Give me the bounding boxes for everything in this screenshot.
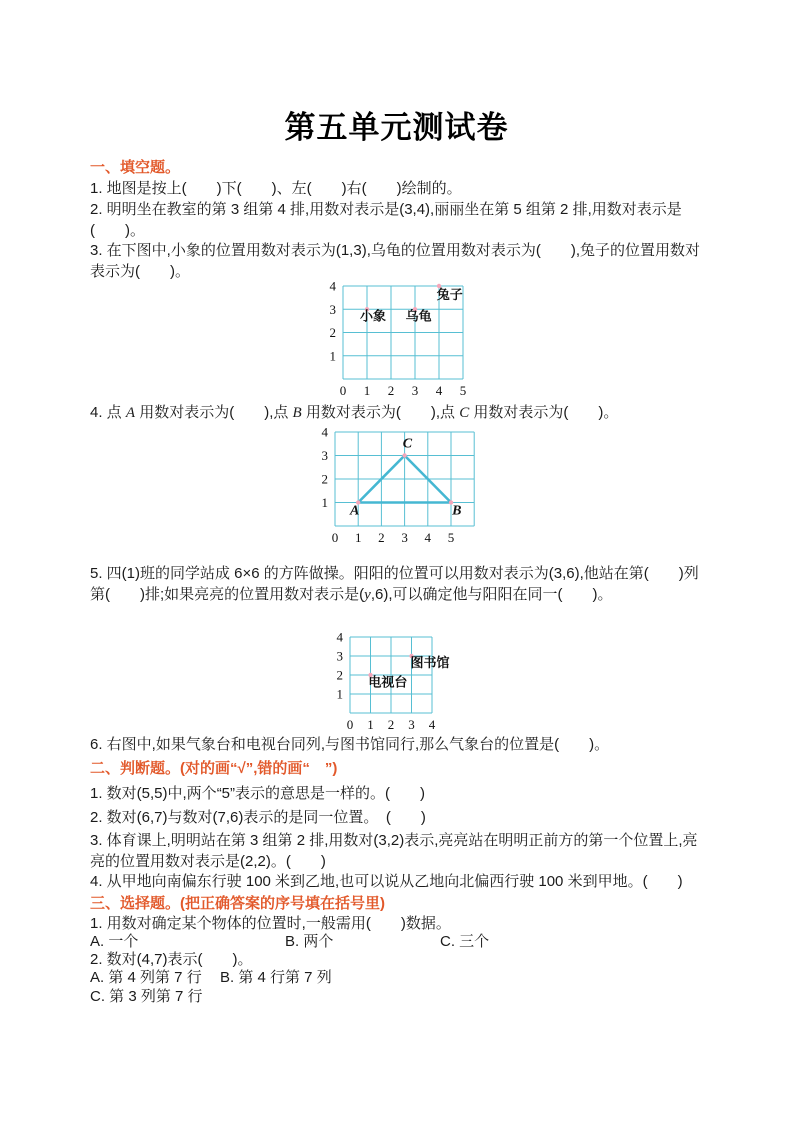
option-c: C. 三个: [440, 933, 490, 950]
judge-q3: 3. 体育课上,明明站在第 3 组第 2 排,用数对(3,2)表示,亮亮站在明明正前方的第一个位置上,亮亮的位置用数对表示是(2,2)。( ): [90, 832, 698, 870]
q4-text: 用数对表示为( ),点: [135, 404, 293, 421]
svg-text:B: B: [452, 503, 462, 519]
svg-text:4: 4: [336, 631, 343, 645]
animals-grid-svg: [323, 280, 481, 401]
svg-text:3: 3: [336, 648, 343, 664]
svg-text:3: 3: [411, 383, 419, 398]
svg-text:1: 1: [367, 717, 374, 732]
svg-text:0: 0: [331, 530, 339, 545]
svg-text:3: 3: [408, 717, 415, 732]
point-b-label: B: [292, 405, 302, 421]
svg-text:3: 3: [401, 530, 408, 545]
svg-text:0: 0: [346, 717, 354, 732]
q4-text: 用数对表示为( )。: [469, 404, 619, 421]
svg-text:2: 2: [387, 383, 395, 398]
q4-text: 用数对表示为( ),点: [301, 404, 460, 421]
fill-in-q4: [90, 402, 708, 424]
svg-text:1: 1: [321, 495, 328, 510]
judge-q1: 1. 数对(5,5)中,两个“5”表示的意思是一样的。( ): [90, 785, 426, 802]
q5-text: 5. 四(1)班的同学站成 6×6 的方阵做操。阳阳的位置可以用数对表示为(3,6),他站在第( )列第( )排;如果亮亮的位置用数对表示是(: [90, 565, 699, 603]
svg-text:2: 2: [387, 717, 395, 732]
svg-text:4: 4: [435, 383, 443, 398]
judge-section-header: 二、判断题。(对的画“√”,错的画“ ”): [90, 760, 338, 777]
svg-text:4: 4: [424, 530, 432, 545]
y-variable: y: [364, 587, 371, 603]
svg-text:乌龟: 乌龟: [405, 308, 432, 324]
svg-text:图书馆: 图书馆: [410, 655, 450, 671]
choice-q2-option-c: C. 第 3 列第 7 行: [90, 988, 203, 1005]
svg-text:3: 3: [329, 301, 336, 317]
triangle-grid-figure: [315, 426, 490, 553]
animals-grid-figure: [323, 280, 481, 406]
choice-q1: 1. 用数对确定某个物体的位置时,一般需用( )数据。: [90, 915, 451, 932]
option-b: B. 两个: [285, 933, 334, 950]
svg-text:A: A: [350, 503, 360, 519]
option-a: A. 一个: [90, 933, 139, 950]
point-a-label: A: [125, 405, 136, 421]
judge-q4: 4. 从甲地向南偏东行驶 100 米到乙地,也可以说从乙地向北偏西行驶 100 米到甲地。( ): [90, 873, 683, 890]
fill-in-q3: 3. 在下图中,小象的位置用数对表示为(1,3),乌龟的位置用数对表示为( ),兔子的位置用数对表示为( )。: [90, 242, 701, 280]
svg-text:1: 1: [336, 686, 343, 702]
svg-text:1: 1: [329, 348, 336, 364]
fill-in-q2: 2. 明明坐在教室的第 3 组第 4 排,用数对表示是(3,4),丽丽坐在第 5 组第 2 排,用数对表示是 ( )。: [90, 201, 682, 239]
fill-in-section-header: 一、填空题。: [90, 159, 181, 176]
fill-in-q1: 1. 地图是按上( )下( )、左( )右( )绘制的。: [90, 180, 462, 197]
point-c-label: C: [459, 405, 470, 421]
option-a: A. 第 4 列第 7 行: [90, 969, 202, 986]
svg-text:小象: 小象: [359, 308, 387, 324]
fill-in-q5: [90, 563, 708, 606]
svg-text:5: 5: [447, 530, 455, 545]
svg-text:3: 3: [321, 448, 328, 463]
option-b: B. 第 4 行第 7 列: [220, 969, 332, 986]
page-title: 第五单元测试卷: [284, 110, 509, 145]
q5-text: ,6),可以确定他与阳阳在同一( )。: [370, 586, 613, 603]
triangle-grid-svg: [315, 426, 490, 548]
q4-text: 4. 点: [90, 404, 126, 421]
svg-text:4: 4: [321, 426, 328, 440]
choice-q2-options-ab: [90, 967, 708, 988]
choice-section-header: 三、选择题。(把正确答案的序号填在括号里): [90, 895, 385, 912]
svg-text:4: 4: [428, 717, 436, 732]
svg-text:2: 2: [329, 325, 336, 340]
svg-text:2: 2: [321, 471, 328, 487]
svg-text:C: C: [402, 436, 413, 452]
fill-in-q6: 6. 右图中,如果气象台和电视台同列,与图书馆同行,那么气象台的位置是( )。: [90, 736, 610, 753]
svg-text:2: 2: [336, 667, 343, 683]
choice-q2: 2. 数对(4,7)表示( )。: [90, 951, 253, 968]
svg-text:1: 1: [354, 530, 362, 545]
svg-text:0: 0: [339, 383, 347, 398]
places-grid-svg: [330, 631, 482, 735]
svg-text:1: 1: [363, 383, 371, 398]
svg-text:4: 4: [329, 280, 336, 294]
svg-text:兔子: 兔子: [436, 286, 463, 302]
svg-text:电视台: 电视台: [368, 674, 408, 690]
judge-q2: 2. 数对(6,7)与数对(7,6)表示的是同一位置。 ( ): [90, 809, 426, 826]
svg-text:2: 2: [378, 530, 385, 545]
places-grid-figure: [330, 631, 482, 740]
svg-text:5: 5: [459, 383, 467, 398]
